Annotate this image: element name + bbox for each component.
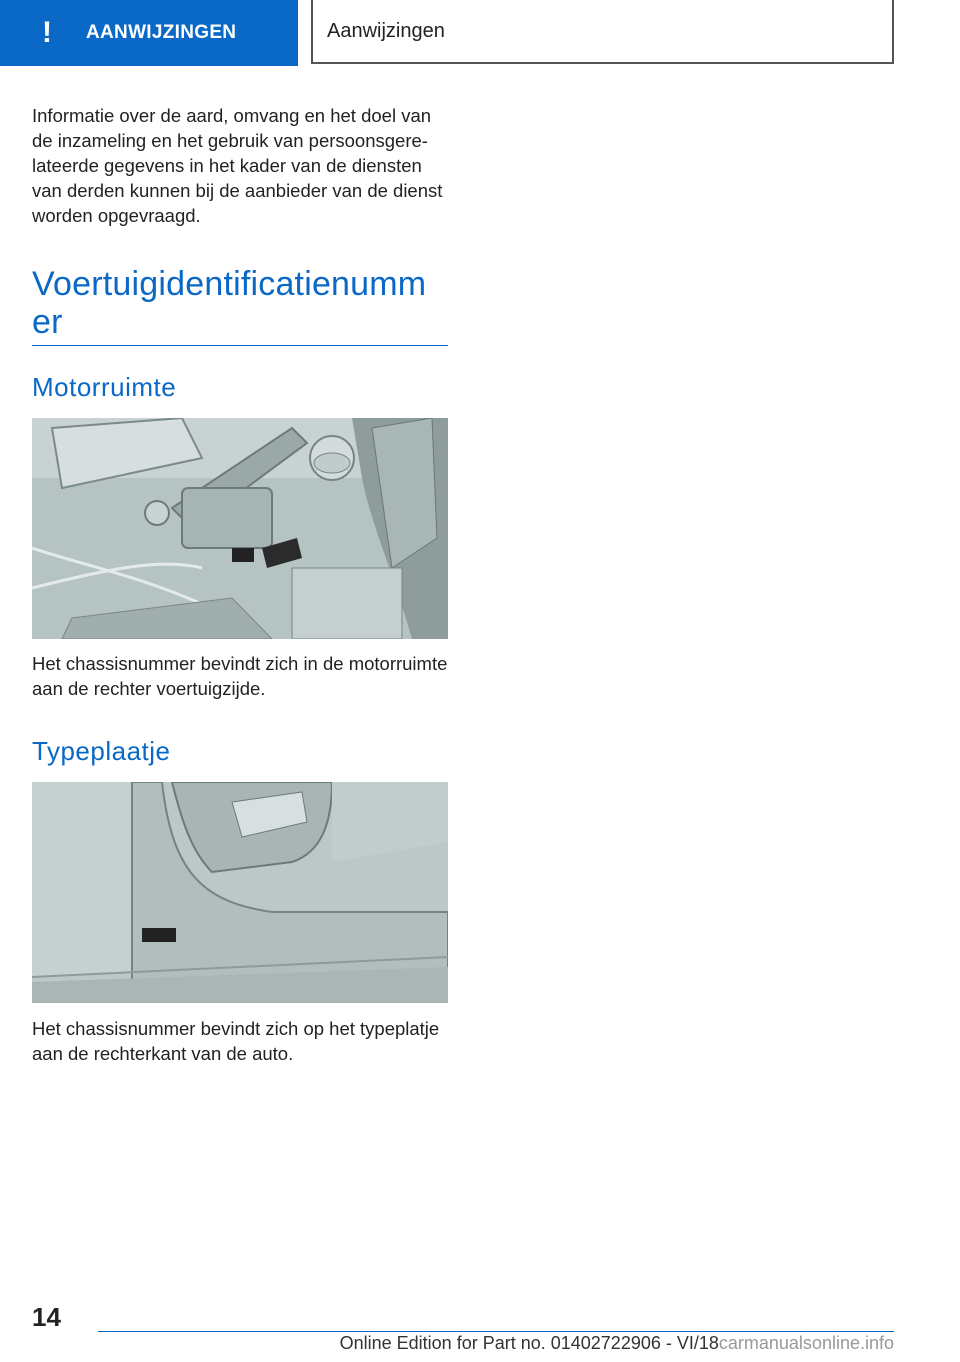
section-divider [32, 345, 448, 346]
footer-watermark: carmanualsonline.info [718, 1333, 894, 1353]
footer-part-number: Online Edition for Part no. 01402722906 - VI/18 [339, 1333, 719, 1353]
section-tab-label: AANWIJZINGEN [86, 22, 237, 43]
footer-edition [98, 1333, 894, 1354]
exclamation-icon: ! [42, 16, 52, 49]
chapter-header [311, 0, 894, 64]
section-title: Voertuigidentificatienumm er [32, 265, 427, 341]
chapter-title: Aanwijzingen [327, 19, 445, 42]
page-number: 14 [32, 1302, 61, 1332]
subsection-title-engine: Motorruimte [32, 372, 177, 402]
engine-caption: Het chassisnummer bevindt zich in de motorruimte aan de rechter voertuigzijde. [32, 653, 448, 699]
typeplate-caption: Het chassisnummer bevindt zich op het typeplatje aan de rechterkant van de auto. [32, 1018, 440, 1064]
subsection-title-typeplate: Typeplaatje [32, 736, 171, 766]
type-plate-illustration [32, 782, 448, 1003]
engine-compartment-illustration [32, 418, 448, 639]
section-tab[interactable] [0, 0, 298, 66]
footer-divider [98, 1331, 894, 1332]
intro-paragraph: Informatie over de aard, omvang en het doel van de inzameling en het gebruik van persoonsgerelateerde gegevens in het kader van de diensten van derden kunnen bij de aanbieder van de dienst worden opgevraagd. [32, 105, 443, 226]
